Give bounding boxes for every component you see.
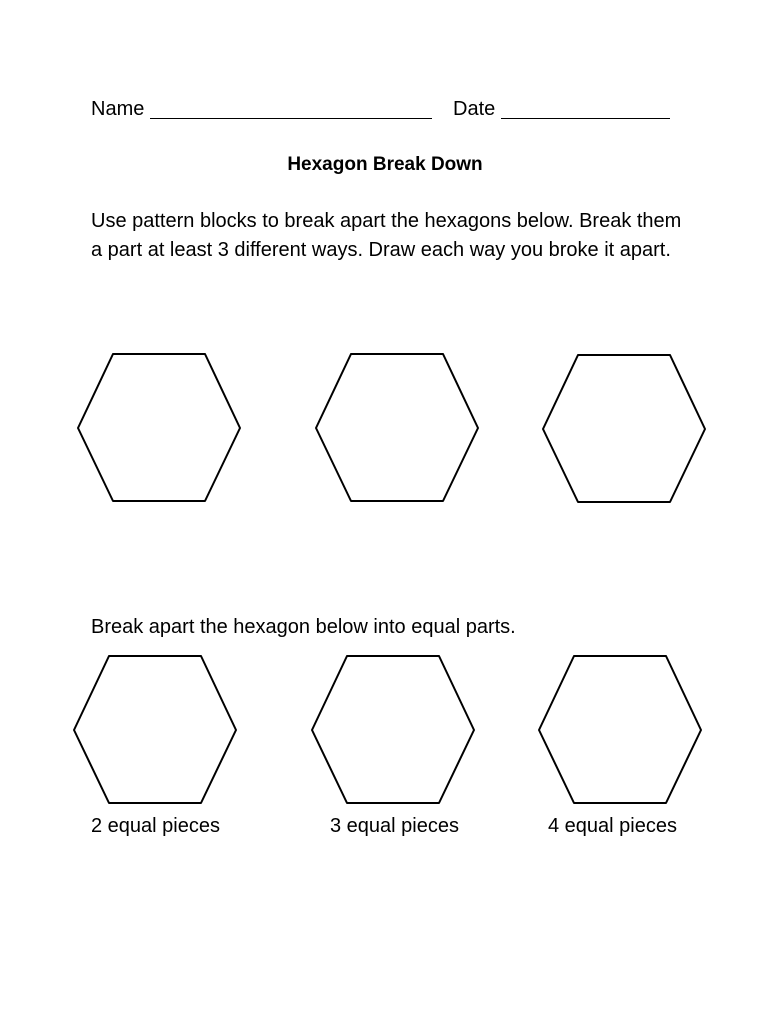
page-title: Hexagon Break Down bbox=[287, 154, 483, 175]
hexagon-row1-3 bbox=[535, 347, 715, 513]
instructions-text: Use pattern blocks to break apart the hexagons below. Break them a part at least 3 different ways. Draw each way you broke it apart. bbox=[91, 210, 682, 261]
date-blank-line[interactable] bbox=[501, 96, 670, 119]
hexagon-row2-3 bbox=[531, 648, 711, 814]
caption-4-equal-pieces: 4 equal pieces bbox=[548, 815, 677, 837]
hexagon-row1-1 bbox=[70, 346, 250, 512]
header-line bbox=[91, 96, 691, 122]
hexagon-row2-1 bbox=[66, 648, 246, 814]
hexagon-row2-2 bbox=[304, 648, 484, 814]
caption-3-equal-pieces: 3 equal pieces bbox=[330, 815, 459, 837]
date-label: Date bbox=[453, 98, 496, 120]
section2-prompt: Break apart the hexagon below into equal parts. bbox=[91, 616, 516, 638]
caption-2-equal-pieces: 2 equal pieces bbox=[91, 815, 220, 837]
name-label: Name bbox=[91, 98, 145, 120]
name-blank-line[interactable] bbox=[150, 96, 432, 119]
hexagon-row1-2 bbox=[308, 346, 488, 512]
